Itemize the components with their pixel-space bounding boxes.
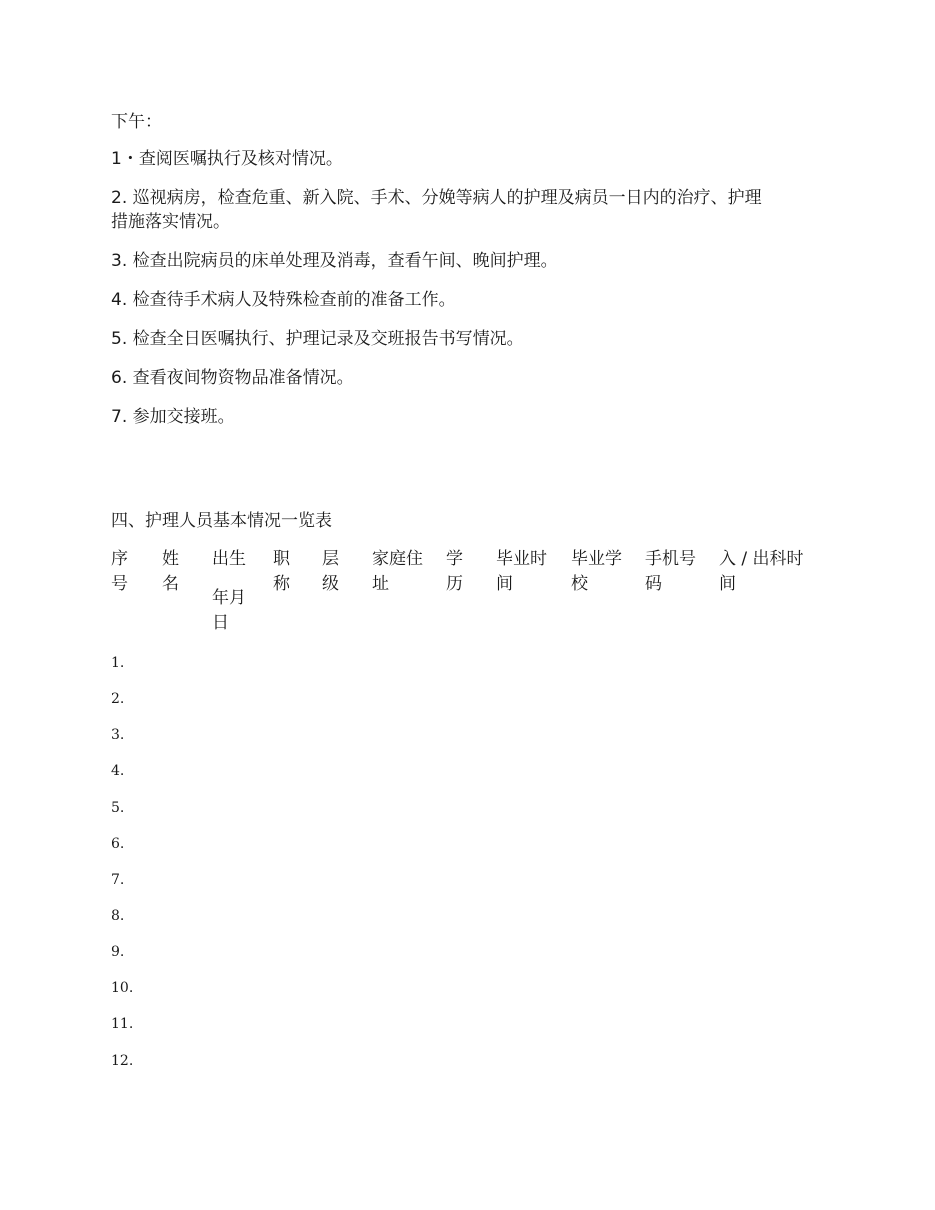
duty-item: 5. 检查全日医嘱执行、护理记录及交班报告书写情况。 — [111, 329, 524, 349]
column-header-line: 称 — [273, 574, 290, 594]
table-row-number: 9. — [111, 944, 125, 960]
column-header-line: 出生 — [212, 549, 246, 569]
table-row-number: 6. — [111, 836, 125, 852]
column-header-line: 级 — [322, 574, 339, 594]
column-header-line: 姓 — [162, 549, 179, 569]
column-header-transfer-date — [719, 547, 804, 597]
table-row-number: 7. — [111, 872, 125, 888]
table-row-number: 8. — [111, 908, 125, 924]
table-row-number: 5. — [111, 800, 125, 816]
column-header-education — [446, 547, 463, 597]
column-header-name — [162, 547, 179, 597]
column-header-line: 层 — [322, 549, 339, 569]
column-header-line: 入 / 出科时 — [719, 549, 804, 569]
duty-item-line: 2. 巡视病房，检查危重、新入院、手术、分娩等病人的护理及病员一日内的治疗、护理 — [111, 188, 762, 208]
column-header-graduation-date — [496, 547, 547, 597]
column-header-level — [322, 547, 339, 597]
column-header-line: 名 — [162, 574, 179, 594]
table-row-number: 10. — [111, 980, 134, 996]
column-header-line: 毕业时 — [496, 549, 547, 569]
table-row-number: 11. — [111, 1016, 134, 1032]
column-header-line: 码 — [645, 574, 662, 594]
column-header-line: 家庭住 — [372, 549, 423, 569]
column-header-line: 历 — [446, 574, 463, 594]
table-row-number: 3. — [111, 727, 125, 743]
column-header-address — [372, 547, 423, 597]
column-header-line: 址 — [372, 574, 389, 594]
table-row-number: 4. — [111, 763, 125, 779]
column-header-line: 学 — [446, 549, 463, 569]
column-header-line: 间 — [496, 574, 513, 594]
staff-table-header — [111, 547, 831, 647]
column-header-line: 年月 — [212, 588, 246, 608]
duty-item: 3. 检查出院病员的床单处理及消毒，查看午间、晚间护理。 — [111, 251, 558, 271]
table-row-number: 1. — [111, 655, 125, 671]
afternoon-duties — [111, 110, 831, 444]
column-header-line: 号 — [111, 574, 128, 594]
column-header-title — [273, 547, 290, 597]
column-header-birthdate — [212, 547, 246, 636]
column-header-line: 校 — [571, 574, 588, 594]
duty-item: 4. 检查待手术病人及特殊检查前的准备工作。 — [111, 290, 456, 310]
duty-item — [111, 186, 831, 234]
column-header-phone — [645, 547, 696, 597]
table-row-number: 12. — [111, 1053, 134, 1069]
column-header-line: 职 — [273, 549, 290, 569]
duty-item: 1・查阅医嘱执行及核对情况。 — [111, 149, 343, 169]
afternoon-heading: 下午： — [111, 112, 162, 132]
column-header-line: 毕业学 — [571, 549, 622, 569]
staff-table-title: 四、护理人员基本情况一览表 — [111, 511, 332, 531]
column-header-line: 间 — [719, 574, 736, 594]
column-header-seq — [111, 547, 128, 597]
column-header-line: 日 — [212, 613, 229, 633]
table-row-number: 2. — [111, 691, 125, 707]
duty-item-line: 措施落实情况。 — [111, 212, 230, 232]
column-header-line: 序 — [111, 549, 128, 569]
duty-item: 7. 参加交接班。 — [111, 407, 235, 427]
column-header-line: 手机号 — [645, 549, 696, 569]
column-header-school — [571, 547, 622, 597]
duty-item: 6. 查看夜间物资物品准备情况。 — [111, 368, 354, 388]
